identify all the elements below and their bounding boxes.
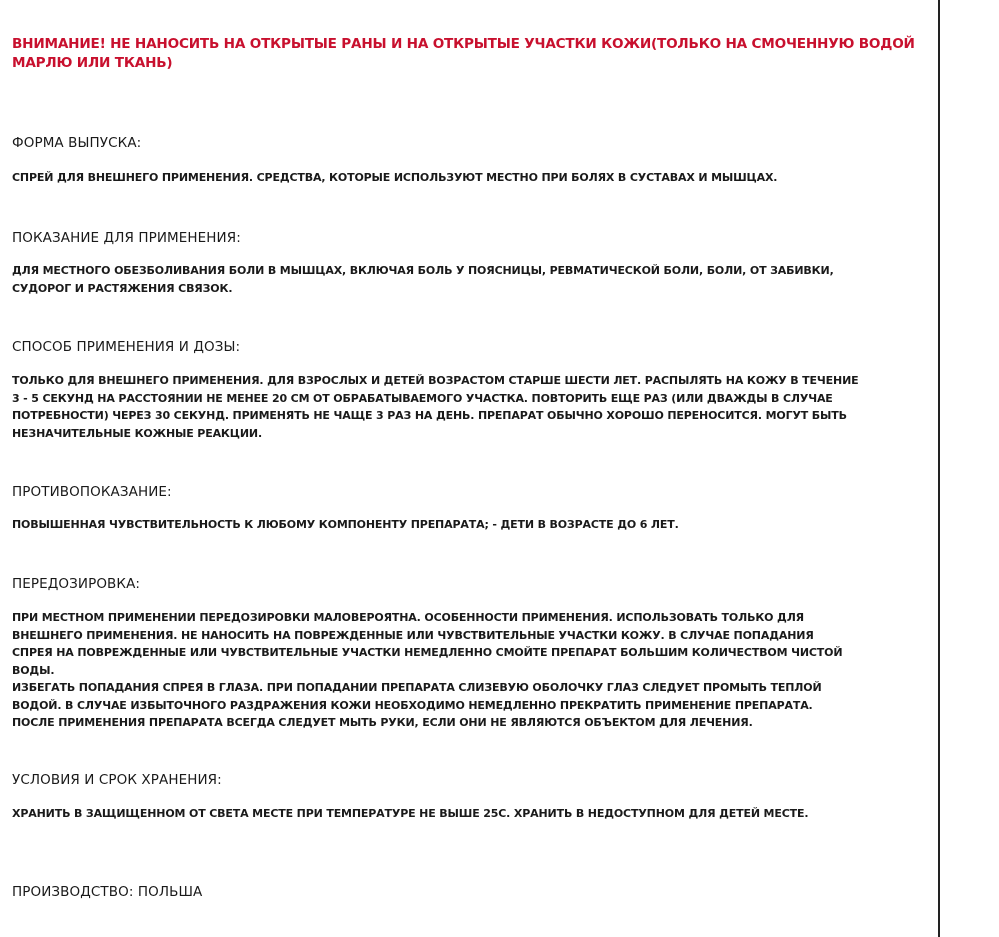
section-heading-dosage: СПОСОБ ПРИМЕНЕНИЯ И ДОЗЫ: (12, 339, 241, 355)
warning-notice: ВНИМАНИЕ! НЕ НАНОСИТЬ НА ОТКРЫТЫЕ РАНЫ И НА ОТКРЫТЫЕ УЧАСТКИ КОЖИ(ТОЛЬКО НА СМОЧЕННУЮ ВОДОЙ МАРЛЮ ИЛИ ТКАНЬ) (12, 36, 915, 71)
section-text-release-form: СПРЕЙ ДЛЯ ВНЕШНЕГО ПРИМЕНЕНИЯ. СРЕДСТВА, КОТОРЫЕ ИСПОЛЬЗУЮТ МЕСТНО ПРИ БОЛЯХ В СУСТАВАХ И МЫШЦАХ. (12, 171, 778, 184)
section-text-overdose: ПРИ МЕСТНОМ ПРИМЕНЕНИИ ПЕРЕДОЗИРОВКИ МАЛОВЕРОЯТНА. ОСОБЕННОСТИ ПРИМЕНЕНИЯ. ИСПОЛЬЗОВАТЬ ТОЛЬКО ДЛЯ ВНЕШНЕГО ПРИМЕНЕНИЯ. НЕ НАНОСИТЬ НА ПОВРЕЖДЕННЫЕ ИЛИ ЧУВСТВИТЕЛЬНЫЕ УЧАСТКИ КОЖУ. В СЛУЧАЕ ПОПАДАНИЯ СПРЕЯ НА ПОВРЕЖДЕННЫЕ ИЛИ ЧУВСТВИТЕЛЬНЫЕ УЧАСТКИ НЕМЕДЛЕННО СМОЙТЕ ПРЕПАРАТ БОЛЬШИМ КОЛИЧЕСТВОМ ЧИСТОЙ ВОДЫ. ИЗБЕГАТЬ ПОПАДАНИЯ СПРЕЯ В ГЛАЗА. ПРИ ПОПАДАНИИ ПРЕПАРАТА СЛИЗЕВУЮ ОБОЛОЧКУ ГЛАЗ СЛЕДУЕТ ПРОМЫТЬ ТЕПЛОЙ ВОДОЙ. В СЛУЧАЕ ИЗБЫТОЧНОГО РАЗДРАЖЕНИЯ КОЖИ НЕОБХОДИМО НЕМЕДЛЕННО ПРЕКРАТИТЬ ПРИМЕНЕНИЕ ПРЕПАРАТА. ПОСЛЕ ПРИМЕНЕНИЯ ПРЕПАРАТА ВСЕГДА СЛЕДУЕТ МЫТЬ РУКИ, ЕСЛИ ОНИ НЕ ЯВЛЯЮТСЯ ОБЪЕКТОМ ДЛЯ ЛЕЧЕНИЯ. (12, 611, 843, 729)
section-heading-release-form: ФОРМА ВЫПУСКА: (12, 135, 142, 151)
section-heading-indications: ПОКАЗАНИЕ ДЛЯ ПРИМЕНЕНИЯ: (12, 230, 241, 246)
section-text-contraindications: ПОВЫШЕННАЯ ЧУВСТВИТЕЛЬНОСТЬ К ЛЮБОМУ КОМПОНЕНТУ ПРЕПАРАТА; - ДЕТИ В ВОЗРАСТЕ ДО 6 ЛЕТ. (12, 518, 679, 531)
section-heading-manufacturer: ПРОИЗВОДСТВО: ПОЛЬША (12, 884, 203, 900)
section-text-dosage: ТОЛЬКО ДЛЯ ВНЕШНЕГО ПРИМЕНЕНИЯ. ДЛЯ ВЗРОСЛЫХ И ДЕТЕЙ ВОЗРАСТОМ СТАРШЕ ШЕСТИ ЛЕТ. РАСПЫЛЯТЬ НА КОЖУ В ТЕЧЕНИЕ 3 - 5 СЕКУНД НА РАССТОЯНИИ НЕ МЕНЕЕ 20 СМ ОТ ОБРАБАТЫВАЕМОГО УЧАСТКА. ПОВТОРИТЬ ЕЩЕ РАЗ (ИЛИ ДВАЖДЫ В СЛУЧАЕ ПОТРЕБНОСТИ) ЧЕРЕЗ 30 СЕКУНД. ПРИМЕНЯТЬ НЕ ЧАЩЕ 3 РАЗ НА ДЕНЬ. ПРЕПАРАТ ОБЫЧНО ХОРОШО ПЕРЕНОСИТСЯ. МОГУТ БЫТЬ НЕЗНАЧИТЕЛЬНЫЕ КОЖНЫЕ РЕАКЦИИ. (12, 374, 859, 440)
section-text-storage: ХРАНИТЬ В ЗАЩИЩЕННОМ ОТ СВЕТА МЕСТЕ ПРИ ТЕМПЕРАТУРЕ НЕ ВЫШЕ 25С. ХРАНИТЬ В НЕДОСТУПНОМ ДЛЯ ДЕТЕЙ МЕСТЕ. (12, 807, 809, 820)
section-heading-storage: УСЛОВИЯ И СРОК ХРАНЕНИЯ: (12, 772, 222, 788)
section-heading-contraindications: ПРОТИВОПОКАЗАНИЕ: (12, 484, 172, 500)
page-margin (942, 0, 999, 937)
section-text-indications: ДЛЯ МЕСТНОГО ОБЕЗБОЛИВАНИЯ БОЛИ В МЫШЦАХ, ВКЛЮЧАЯ БОЛЬ У ПОЯСНИЦЫ, РЕВМАТИЧЕСКОЙ БОЛИ, БОЛИ, ОТ ЗАБИВКИ, СУДОРОГ И РАСТЯЖЕНИЯ СВЯЗОК. (12, 264, 834, 295)
section-heading-overdose: ПЕРЕДОЗИРОВКА: (12, 576, 141, 592)
